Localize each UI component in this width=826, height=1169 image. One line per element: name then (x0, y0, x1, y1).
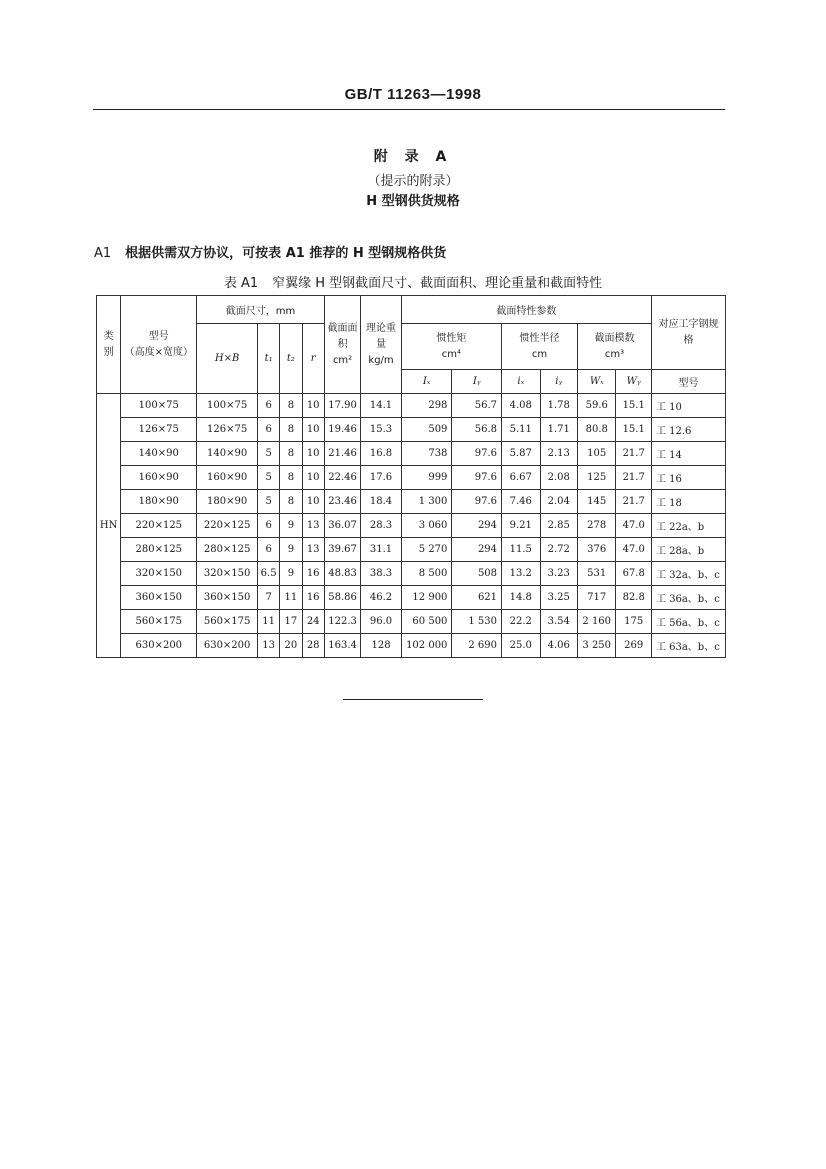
cell-wx: 717 (577, 586, 615, 610)
cell-ix: 509 (401, 418, 452, 442)
cell-ref: 工 32a、b、c (651, 562, 725, 586)
cell-weight: 128 (361, 634, 402, 658)
cell-model: 140×90 (121, 442, 197, 466)
cell-ref: 工 22a、b (651, 514, 725, 538)
cell-model: 320×150 (121, 562, 197, 586)
cell-t2: 8 (280, 466, 302, 490)
header-props: 截面特性参数 (401, 296, 651, 324)
cell-weight: 28.3 (361, 514, 402, 538)
cell-iy: 2 690 (452, 634, 502, 658)
header-area-unit: cm² (332, 354, 353, 366)
header-inertia-label: 惯性矩 (436, 332, 467, 344)
cell-t1: 11 (258, 610, 280, 634)
header-iy: iᵧ (540, 370, 577, 394)
cell-model: 126×75 (121, 418, 197, 442)
cell-area: 39.67 (324, 538, 360, 562)
cell-wy: 82.8 (616, 586, 651, 610)
header-hxb: H×B (197, 324, 258, 394)
header-weight (361, 296, 402, 394)
cell-wx: 80.8 (577, 418, 615, 442)
cell-wx: 278 (577, 514, 615, 538)
cell-r: 13 (302, 538, 324, 562)
cell-iy: 294 (452, 538, 502, 562)
cell-hxb: 630×200 (197, 634, 258, 658)
cell-hxb: 280×125 (197, 538, 258, 562)
cell-weight: 31.1 (361, 538, 402, 562)
cell-r: 13 (302, 514, 324, 538)
cell-model: 560×175 (121, 610, 197, 634)
cell-ix: 7.46 (502, 490, 540, 514)
header-weight-unit: kg/m (368, 354, 394, 366)
cell-iy: 97.6 (452, 466, 502, 490)
cell-wy: 15.1 (616, 418, 651, 442)
cell-ix: 11.5 (502, 538, 540, 562)
cell-ix: 14.8 (502, 586, 540, 610)
header-radius (502, 324, 578, 370)
cell-model: 220×125 (121, 514, 197, 538)
cell-ix: 5 270 (401, 538, 452, 562)
category-cell: HN (97, 394, 121, 658)
cell-t2: 8 (280, 490, 302, 514)
cell-area: 19.46 (324, 418, 360, 442)
cell-t2: 8 (280, 418, 302, 442)
cell-wy: 21.7 (616, 466, 651, 490)
cell-ref: 工 14 (651, 442, 725, 466)
appendix-title: 附 录 A (373, 149, 453, 165)
cell-weight: 14.1 (361, 394, 402, 418)
cell-wy: 15.1 (616, 394, 651, 418)
table-caption-label: 表 A1 (223, 276, 259, 291)
cell-iy: 1 530 (452, 610, 502, 634)
header-rule (93, 109, 725, 110)
table-body (97, 394, 726, 658)
header-ref-model: 型号 (651, 370, 725, 394)
header-model-sub: （高度×宽度） (124, 346, 193, 358)
clause-text: 根据供需双方协议，可按表 A1 推荐的 H 型钢规格供货 (125, 246, 447, 261)
cell-iy: 56.7 (452, 394, 502, 418)
cell-r: 10 (302, 466, 324, 490)
cell-iy: 1.71 (540, 418, 577, 442)
cell-area: 163.4 (324, 634, 360, 658)
table-caption (0, 272, 826, 291)
header-category: 类别 (97, 296, 121, 394)
cell-ref: 工 18 (651, 490, 725, 514)
cell-t2: 11 (280, 586, 302, 610)
header-section-dims: 截面尺寸，mm (197, 296, 325, 324)
cell-r: 10 (302, 490, 324, 514)
cell-ix: 6.67 (502, 466, 540, 490)
cell-model: 360×150 (121, 586, 197, 610)
cell-ref: 工 28a、b (651, 538, 725, 562)
cell-hxb: 560×175 (197, 610, 258, 634)
cell-t1: 5 (258, 490, 280, 514)
cell-area: 36.07 (324, 514, 360, 538)
cell-t2: 8 (280, 442, 302, 466)
cell-t1: 13 (258, 634, 280, 658)
header-area (324, 296, 360, 394)
header-Ix: Iₓ (401, 370, 452, 394)
cell-wx: 376 (577, 538, 615, 562)
cell-wx: 59.6 (577, 394, 615, 418)
cell-hxb: 180×90 (197, 490, 258, 514)
cell-r: 16 (302, 562, 324, 586)
header-radius-label: 惯性半径 (519, 332, 560, 344)
cell-hxb: 100×75 (197, 394, 258, 418)
cell-area: 22.46 (324, 466, 360, 490)
cell-t1: 6.5 (258, 562, 280, 586)
cell-wx: 2 160 (577, 610, 615, 634)
cell-wy: 67.8 (616, 562, 651, 586)
cell-iy: 2.08 (540, 466, 577, 490)
cell-wy: 175 (616, 610, 651, 634)
cell-ref: 工 56a、b、c (651, 610, 725, 634)
header-modulus-unit: cm³ (604, 348, 625, 360)
cell-iy: 2.72 (540, 538, 577, 562)
standard-code: GB/T 11263—1998 (344, 86, 482, 103)
cell-ix: 9.21 (502, 514, 540, 538)
table-row (97, 538, 726, 562)
cell-weight: 96.0 (361, 610, 402, 634)
cell-iy: 56.8 (452, 418, 502, 442)
header-r: r (302, 324, 324, 394)
cell-wx: 531 (577, 562, 615, 586)
cell-t2: 17 (280, 610, 302, 634)
table-row (97, 394, 726, 418)
cell-wy: 269 (616, 634, 651, 658)
cell-model: 280×125 (121, 538, 197, 562)
cell-ref: 工 63a、b、c (651, 634, 725, 658)
appendix-name: H 型钢供货规格 (366, 194, 460, 209)
clause-number: A1 (94, 246, 112, 261)
cell-model: 180×90 (121, 490, 197, 514)
header-Wy: Wᵧ (616, 370, 651, 394)
cell-iy: 4.06 (540, 634, 577, 658)
cell-ix: 4.08 (502, 394, 540, 418)
cell-wy: 21.7 (616, 490, 651, 514)
specification-table (96, 295, 726, 658)
header-modulus-label: 截面模数 (594, 332, 635, 344)
header-model (121, 296, 197, 394)
cell-t1: 6 (258, 538, 280, 562)
cell-t1: 6 (258, 514, 280, 538)
cell-iy: 2.13 (540, 442, 577, 466)
table-row (97, 634, 726, 658)
header-ix: iₓ (502, 370, 540, 394)
appendix-subtitle: （提示的附录） (367, 174, 459, 189)
cell-iy: 3.25 (540, 586, 577, 610)
header-Wx: Wₓ (577, 370, 615, 394)
table-row (97, 562, 726, 586)
header-modulus (577, 324, 651, 370)
cell-weight: 46.2 (361, 586, 402, 610)
cell-area: 21.46 (324, 442, 360, 466)
table-row (97, 610, 726, 634)
cell-weight: 17.6 (361, 466, 402, 490)
cell-ix: 298 (401, 394, 452, 418)
header-area-label: 截面面积 (327, 322, 358, 350)
cell-ref: 工 36a、b、c (651, 586, 725, 610)
cell-ix: 5.87 (502, 442, 540, 466)
cell-ix: 13.2 (502, 562, 540, 586)
cell-weight: 18.4 (361, 490, 402, 514)
table-row (97, 514, 726, 538)
header-ref: 对应工字钢规格 (651, 296, 725, 370)
cell-t2: 9 (280, 514, 302, 538)
table-caption-text: 窄翼缘 H 型钢截面尺寸、截面面积、理论重量和截面特性 (272, 276, 603, 291)
cell-iy: 621 (452, 586, 502, 610)
header-Iy: Iᵧ (452, 370, 502, 394)
header-t1: t₁ (258, 324, 280, 394)
cell-wy: 47.0 (616, 514, 651, 538)
cell-iy: 97.6 (452, 442, 502, 466)
cell-hxb: 220×125 (197, 514, 258, 538)
cell-hxb: 320×150 (197, 562, 258, 586)
cell-r: 10 (302, 442, 324, 466)
cell-ix: 5.11 (502, 418, 540, 442)
header-inertia (401, 324, 501, 370)
cell-r: 16 (302, 586, 324, 610)
header-weight-label: 理论重量 (366, 322, 397, 350)
clause-a1 (94, 242, 446, 261)
cell-model: 630×200 (121, 634, 197, 658)
cell-weight: 38.3 (361, 562, 402, 586)
cell-hxb: 140×90 (197, 442, 258, 466)
cell-area: 23.46 (324, 490, 360, 514)
cell-hxb: 360×150 (197, 586, 258, 610)
cell-ix: 8 500 (401, 562, 452, 586)
header-inertia-unit: cm⁴ (441, 348, 462, 360)
cell-wx: 125 (577, 466, 615, 490)
cell-area: 58.86 (324, 586, 360, 610)
cell-ix: 3 060 (401, 514, 452, 538)
cell-t2: 9 (280, 538, 302, 562)
cell-iy: 2.04 (540, 490, 577, 514)
cell-ix: 25.0 (502, 634, 540, 658)
cell-ix: 12 900 (401, 586, 452, 610)
cell-ref: 工 10 (651, 394, 725, 418)
cell-iy: 3.54 (540, 610, 577, 634)
table-row (97, 586, 726, 610)
cell-wy: 47.0 (616, 538, 651, 562)
cell-area: 48.83 (324, 562, 360, 586)
cell-weight: 16.8 (361, 442, 402, 466)
end-rule (343, 699, 483, 700)
cell-ix: 738 (401, 442, 452, 466)
cell-ix: 999 (401, 466, 452, 490)
cell-r: 10 (302, 394, 324, 418)
cell-model: 100×75 (121, 394, 197, 418)
cell-area: 122.3 (324, 610, 360, 634)
cell-iy: 294 (452, 514, 502, 538)
table-row (97, 466, 726, 490)
cell-ix: 60 500 (401, 610, 452, 634)
cell-t2: 20 (280, 634, 302, 658)
cell-wy: 21.7 (616, 442, 651, 466)
cell-iy: 3.23 (540, 562, 577, 586)
cell-area: 17.90 (324, 394, 360, 418)
cell-model: 160×90 (121, 466, 197, 490)
table-row (97, 442, 726, 466)
cell-ref: 工 16 (651, 466, 725, 490)
cell-iy: 1.78 (540, 394, 577, 418)
cell-r: 10 (302, 418, 324, 442)
cell-t1: 6 (258, 394, 280, 418)
cell-t1: 7 (258, 586, 280, 610)
cell-wx: 3 250 (577, 634, 615, 658)
header-model-label: 型号 (148, 330, 169, 342)
cell-t1: 5 (258, 466, 280, 490)
header-radius-unit: cm (531, 348, 548, 360)
table-row (97, 418, 726, 442)
cell-ref: 工 12.6 (651, 418, 725, 442)
cell-r: 24 (302, 610, 324, 634)
header-t2: t₂ (280, 324, 302, 394)
cell-weight: 15.3 (361, 418, 402, 442)
table-row (97, 490, 726, 514)
cell-t2: 9 (280, 562, 302, 586)
cell-wx: 145 (577, 490, 615, 514)
cell-t2: 8 (280, 394, 302, 418)
cell-hxb: 126×75 (197, 418, 258, 442)
cell-r: 28 (302, 634, 324, 658)
cell-iy: 2.85 (540, 514, 577, 538)
cell-wx: 105 (577, 442, 615, 466)
cell-t1: 5 (258, 442, 280, 466)
cell-hxb: 160×90 (197, 466, 258, 490)
cell-ix: 1 300 (401, 490, 452, 514)
cell-ix: 102 000 (401, 634, 452, 658)
cell-ix: 22.2 (502, 610, 540, 634)
cell-iy: 97.6 (452, 490, 502, 514)
cell-iy: 508 (452, 562, 502, 586)
cell-t1: 6 (258, 418, 280, 442)
